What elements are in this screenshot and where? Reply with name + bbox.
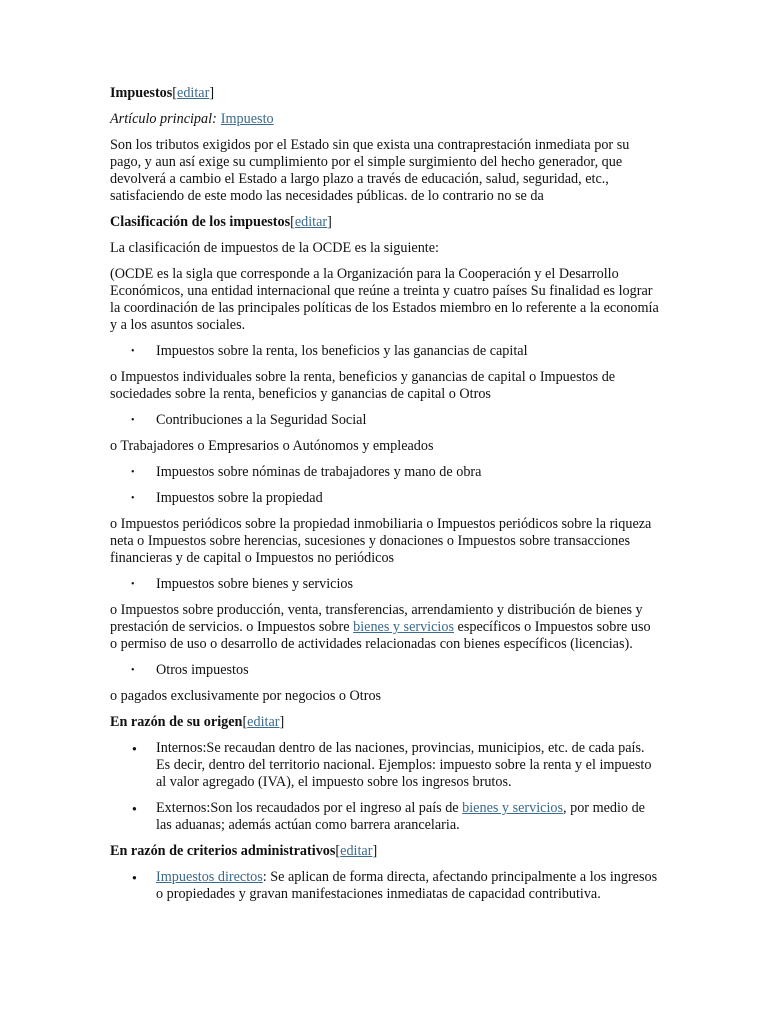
list-item: • Impuestos sobre bienes y servicios [110, 576, 660, 593]
clasificacion-list-6 [110, 662, 660, 679]
heading-clasificacion-title: Clasificación de los impuestos [110, 214, 291, 230]
heading-clasificacion [110, 214, 660, 231]
bienes-servicios-link[interactable]: bienes y servicios [462, 800, 564, 816]
list-item [110, 800, 660, 834]
ocde-note: (OCDE es la sigla que corresponde a la Organización para la Cooperación y el Desarrollo Económicos, una entidad internacional que reúne a treinta y cuatro países Su finalidad es lograr la coordinación de las principales políticas de los Estados miembro en lo referente a la economía y a los asuntos sociales. [110, 266, 659, 333]
text-5-part-b: específicos o Impuestos sobre uso o permiso de uso o desarrollo de actividades relacionadas con bienes específicos (licencias). [110, 619, 651, 652]
edit-bracket-open: [ [335, 843, 341, 859]
main-article-prefix: Artículo principal: [110, 111, 217, 127]
main-article-link[interactable]: Impuesto [220, 111, 274, 127]
edit-link-admin[interactable]: editar [340, 843, 373, 859]
list-item: • Impuestos sobre la propiedad [110, 490, 660, 507]
clasificacion-list-5 [110, 576, 660, 593]
bienes-servicios-link[interactable]: bienes y servicios [353, 619, 454, 635]
origen-item-2-part-b: , por medio de las aduanas; además actúan como barrera arancelaria. [156, 800, 645, 833]
list-item: • Impuestos sobre la renta, los beneficios y las ganancias de capital [110, 343, 660, 360]
edit-link-clasificacion[interactable]: editar [294, 214, 328, 230]
clasificacion-intro: La clasificación de impuestos de la OCDE es la siguiente: [110, 240, 439, 256]
clasificacion-list-3 [110, 464, 660, 507]
edit-bracket-close: ] [327, 214, 332, 230]
edit-link-origen[interactable]: editar [247, 714, 280, 730]
clasificacion-text-6: o pagados exclusivamente por negocios o Otros [110, 688, 382, 704]
edit-bracket-open: [ [290, 214, 295, 230]
list-item: • Contribuciones a la Seguridad Social [110, 412, 660, 429]
admin-list [110, 869, 660, 903]
impuestos-directos-link[interactable]: Impuestos directos [156, 869, 263, 885]
clasificacion-text-5 [110, 602, 660, 653]
clasificacion-text-4: o Impuestos periódicos sobre la propiedad inmobiliaria o Impuestos periódicos sobre la riqueza neta o Impuestos sobre herencias, sucesiones y donaciones o Impuestos sobre transacciones financieras y de capital o Impuestos no periódicos [110, 516, 652, 566]
edit-bracket-close: ] [372, 843, 378, 859]
list-item [110, 869, 660, 903]
main-article-note [110, 111, 660, 128]
list-item: • Impuestos sobre nóminas de trabajadores y mano de obra [110, 464, 660, 481]
origen-list [110, 740, 660, 834]
clasificacion-list-2 [110, 412, 660, 429]
heading-admin [110, 843, 660, 860]
edit-bracket-close: ] [209, 85, 215, 101]
origen-item-2-part-a: Externos:Son los recaudados por el ingreso al país de [156, 800, 463, 816]
edit-link-impuestos[interactable]: editar [177, 85, 210, 101]
list-item: • Otros impuestos [110, 662, 660, 679]
heading-admin-title: En razón de criterios administrativos [110, 843, 336, 859]
admin-item-1-text: : Se aplican de forma directa, afectando principalmente a los ingresos o propiedades y gravan manifestaciones inmediatas de capacidad contributiva. [156, 869, 658, 902]
heading-origen-title: En razón de su origen [110, 714, 243, 730]
edit-bracket-open: [ [172, 85, 178, 101]
heading-impuestos-title: Impuestos [110, 85, 173, 101]
clasificacion-text-2: o Trabajadores o Empresarios o Autónomos y empleados [110, 438, 434, 454]
list-item: ● Internos:Se recaudan dentro de las naciones, provincias, municipios, etc. de cada país. Es decir, dentro del territorio nacional. Ejemplos: impuesto sobre la renta y el impuesto al valor agregado (IVA), el impuesto sobre los ingresos brutos. [110, 740, 660, 791]
text-5-part-a: o Impuestos sobre producción, venta, transferencias, arrendamiento y distribución de bienes y prestación de servicios. o Impuestos sobre [110, 602, 643, 635]
heading-impuestos [110, 85, 660, 102]
impuestos-paragraph: Son los tributos exigidos por el Estado sin que exista una contraprestación inmediata por su pago, y aun así exige su cumplimiento por el simple surgimiento del hecho generador, que devolverá a cambio el Estado a largo plazo a través de educación, salud, seguridad, etc., satisfaciendo de este modo las necesidades públicas. de lo contrario no se da [110, 137, 630, 204]
clasificacion-list-1 [110, 343, 660, 360]
edit-bracket-close: ] [279, 714, 285, 730]
clasificacion-text-1: o Impuestos individuales sobre la renta, beneficios y ganancias de capital o Impuestos de sociedades sobre la renta, beneficios y ganancias de capital o Otros [110, 369, 616, 402]
edit-bracket-open: [ [242, 714, 248, 730]
heading-origen [110, 714, 660, 731]
